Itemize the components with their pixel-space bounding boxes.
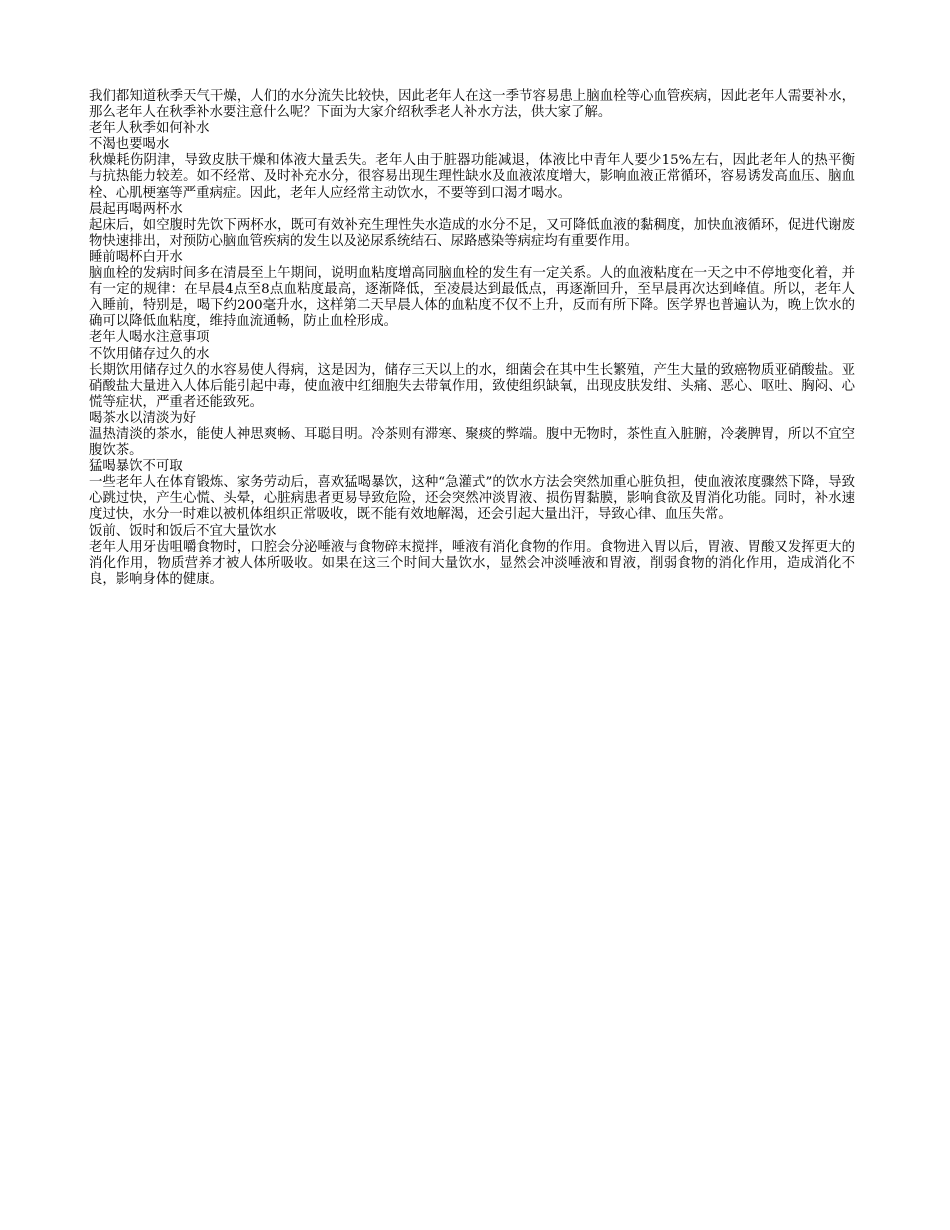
paragraph-stored-water: 长期饮用储存过久的水容易使人得病，这是因为，储存三天以上的水，细菌会在其中生长繁殖，产生大量的致癌物质亚硝酸盐。亚硝酸盐大量进入人体后能引起中毒，使血液中红细胞失去带氧作用，致使组织缺氧，出现皮肤发绀、头痛、恶心、呕吐、胸闷、心慌等症状，严重者还能致死。	[89, 362, 855, 410]
subheading-light-tea: 喝茶水以清淡为好	[89, 410, 197, 426]
paragraph-mealtime-water: 老年人用牙齿咀嚼食物时，口腔会分泌唾液与食物碎末搅拌，唾液有消化食物的作用。食物进入胃以后，胃液、胃酸又发挥更大的消化作用，物质营养才被人体所吸收。如果在这三个时间大量饮水，显然会冲淡唾液和胃液，削弱食物的消化作用，造成消化不良，影响身体的健康。	[89, 539, 855, 587]
paragraph-morning-water: 起床后，如空腹时先饮下两杯水，既可有效补充生理性失水造成的水分不足，又可降低血液的黏稠度，加快血液循环，促进代谢废物快速排出，对预防心脑血管疾病的发生以及泌尿系统结石、尿路感染等病症均有重要作用。	[89, 217, 855, 249]
paragraph-drink-without-thirst: 秋燥耗伤阴津，导致皮肤干燥和体液大量丢失。老年人由于脏器功能减退，体液比中青年人要少15%左右，因此老年人的热平衡与抗热能力较差。如不经常、及时补充水分，很容易出现生理性缺水及血液浓度增大，影响血液正常循环，容易诱发高血压、脑血栓、心肌梗塞等严重病症。因此，老年人应经常主动饮水，不要等到口渴才喝水。	[89, 153, 855, 201]
paragraph-light-tea: 温热清淡的茶水，能使人神思爽畅、耳聪目明。冷茶则有滞寒、聚痰的弊端。腹中无物时，茶性直入脏腑，冷袭脾胃，所以不宜空腹饮茶。	[89, 426, 855, 459]
paragraph-bedtime-water: 脑血栓的发病时间多在清晨至上午期间，说明血粘度增高同脑血栓的发生有一定关系。人的血液粘度在一天之中不停地变化着，并有一定的规律：在早晨4点至8点血粘度最高，逐渐降低，至凌晨达到最低点，再逐渐回升，至早晨再次达到峰值。所以，老年人入睡前，特别是，喝下约200毫升水，这样第二天早晨人体的血粘度不仅不上升，反而有所下降。医学界也普遍认为，晚上饮水的确可以降低血粘度，维持血流通畅，防止血栓形成。	[89, 266, 855, 330]
section-title-how-to-hydrate: 老年人秋季如何补水	[89, 121, 210, 137]
section-title-precautions: 老年人喝水注意事项	[89, 330, 210, 346]
article-body	[89, 89, 855, 588]
intro-paragraph: 我们都知道秋季天气干燥，人们的水分流失比较快，因此老年人在这一季节容易患上脑血栓等心血管疾病，因此老年人需要补水，那么老年人在秋季补水要注意什么呢？下面为大家介绍秋季老人补水方法，供大家了解。	[89, 89, 855, 121]
subheading-bedtime-water: 睡前喝杯白开水	[89, 249, 183, 265]
subheading-stored-water: 不饮用储存过久的水	[89, 346, 210, 362]
paragraph-no-binge-drinking: 一些老年人在体育锻炼、家务劳动后，喜欢猛喝暴饮，这种“急灌式”的饮水方法会突然加重心脏负担，使血液浓度骤然下降，导致心跳过快，产生心慌、头晕，心脏病患者更易导致危险，还会突然冲淡胃液、损伤胃黏膜，影响食欲及胃消化功能。同时，补水速度过快，水分一时难以被机体组织正常吸收，既不能有效地解渴，还会引起大量出汗，导致心律、血压失常。	[89, 475, 855, 523]
subheading-drink-without-thirst: 不渴也要喝水	[89, 137, 170, 153]
subheading-morning-water: 晨起再喝两杯水	[89, 201, 183, 217]
subheading-no-binge-drinking: 猛喝暴饮不可取	[89, 459, 183, 475]
subheading-mealtime-water: 饭前、饭时和饭后不宜大量饮水	[89, 523, 277, 539]
